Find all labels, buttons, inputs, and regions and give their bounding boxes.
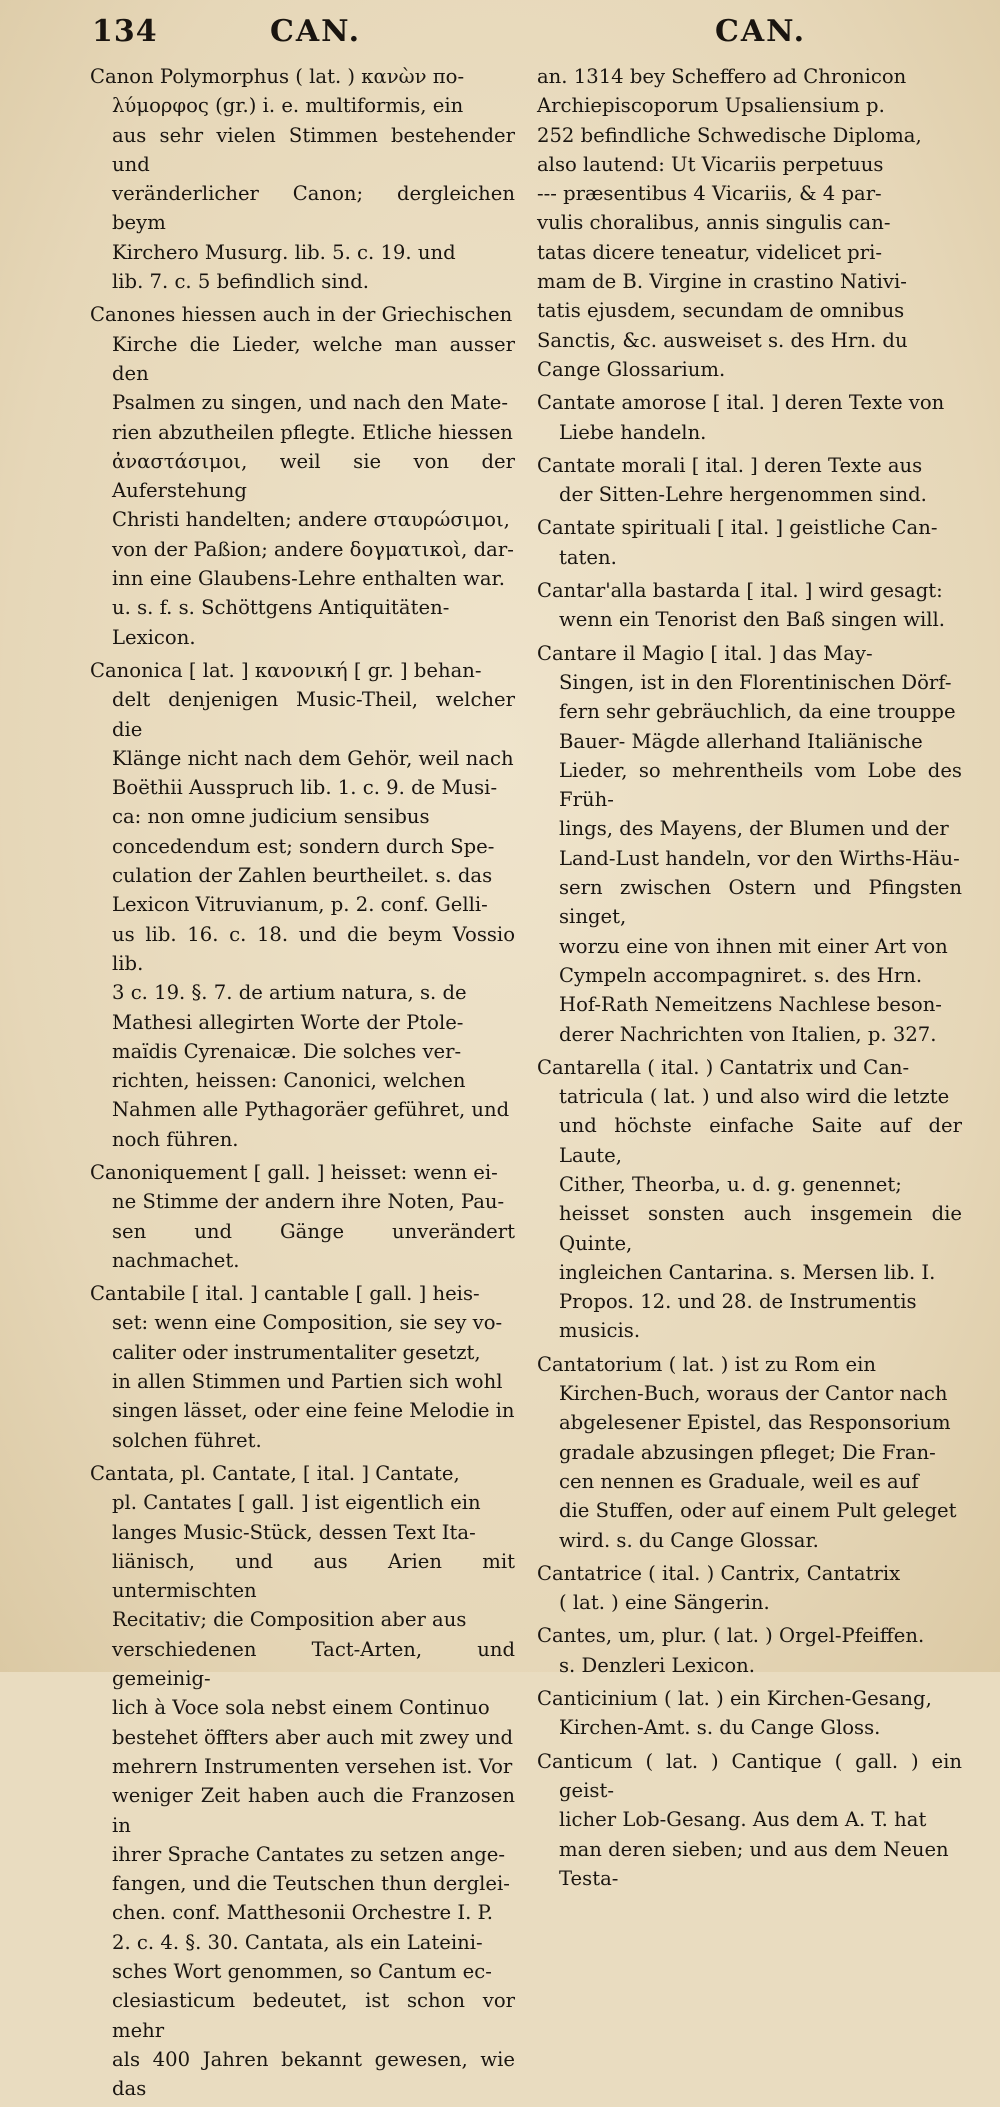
- dictionary-entry: Canonica [ lat. ] κανονική [ gr. ] behan- delt denjenigen Music-Theil, welcher die Klänge nicht nach dem Gehör, weil nach Boëthii Ausspruch lib. 1. c. 9. de Musi- ca: non omne judicium sensibus concedendum est; sondern durch Spe- culation der Zahlen beurtheilet. s. das Lexicon Vitruvianum, p. 2. conf. Gelli- us lib. 16. c. 18. und die beym Vossio lib. 3 c. 19. §. 7. de artium natura, s. de Mathesi allegirten Worte der Ptole- maïdis Cyrenaicæ. Die solches ver- richten, heissen: Canonici, welchen Nahmen alle Pythagoräer geführet, und noch führen.: [90, 658, 515, 1151]
- dictionary-entry: Canon Polymorphus ( lat. ) κανὼν πο- λύμορφος (gr.) i. e. multiformis, ein aus sehr vielen Stimmen bestehender und veränderlicher Canon; dergleichen beym Kirchero Musurg. lib. 5. c. 19. und lib. 7. c. 5 befindlich sind.: [90, 65, 515, 294]
- running-head-right: CAN.: [715, 14, 807, 49]
- dictionary-entry: Cantar'alla bastarda [ ital. ] wird gesagt: wenn ein Tenorist den Baß singen will.: [537, 579, 946, 632]
- dictionary-entry: Cantare il Magio [ ital. ] das May- Singen, ist in den Florentinischen Dörf- fern sehr gebräuchlich, da eine trouppe Bauer- Mägde allerhand Italiänische Lieder, so mehrentheils vom Lobe des Früh- lings, des Mayens, der Blumen und der Land-Lust handeln, vor den Wirths-Häu- sern zwischen Ostern und Pfingsten singet, worzu eine von ihnen mit einer Art von Cympeln accompagniret. s. des Hrn. Hof-Rath Nemeitzens Nachlese beson- derer Nachrichten von Italien, p. 327.: [537, 641, 962, 1046]
- dictionary-entry: Cantabile [ ital. ] cantable [ gall. ] heis- set: wenn eine Composition, sie sey vo- caliter oder instrumentaliter gesetzt, in allen Stimmen und Partien sich wohl singen lässet, oder eine feine Melodie in solchen führet.: [90, 1282, 515, 1452]
- running-header: [0, 10, 1000, 56]
- dictionary-entry: Canticinium ( lat. ) ein Kirchen-Gesang, Kirchen-Amt. s. du Cange Gloss.: [537, 1687, 932, 1740]
- dictionary-entry: Cantate spirituali [ ital. ] geistliche Can- taten.: [537, 516, 938, 569]
- dictionary-entry: Cantarella ( ital. ) Cantatrix und Can- tatricula ( lat. ) und also wird die letzte und höchste einfache Saite auf der Laute, Cither, Theorba, u. d. g. genennet; heisset sonsten auch insgemein die Quinte, ingleichen Cantarina. s. Mersen lib. I. Propos. 12. und 28. de Instrumentis musicis.: [537, 1055, 962, 1343]
- dictionary-entry: Cantatorium ( lat. ) ist zu Rom ein Kirchen-Buch, woraus der Cantor nach abgelesener Epistel, das Responsorium gradale abzusingen pfleget; Die Fran- cen nennen es Graduale, weil es auf die Stuffen, oder auf einem Pult geleget wird. s. du Cange Glossar.: [537, 1352, 957, 1552]
- page-number: 134: [92, 14, 158, 49]
- dictionary-entry: Cantatrice ( ital. ) Cantrix, Cantatrix ( lat. ) eine Sängerin.: [537, 1561, 901, 1615]
- dictionary-entry: Cantate amorose [ ital. ] deren Texte von Liebe handeln.: [537, 391, 945, 444]
- dictionary-entry: Cantata, pl. Cantate, [ ital. ] Cantate, pl. Cantates [ gall. ] ist eigentlich ein langes Music-Stück, dessen Text Ita- liänisch, und aus Arien mit untermischten Recitativ; die Composition aber aus verschiedenen Tact-Arten, und gemeinig- lich à Voce sola nebst einem Continuo bestehet öffters aber auch mit zwey und mehrern Instrumenten versehen ist. Vor weniger Zeit haben auch die Franzosen in ihrer Sprache Cantates zu setzen ange- fangen, und die Teutschen thun derglei- chen. conf. Matthesonii Orchestre I. P. 2. c. 4. §. 30. Cantata, als ein Lateini- sches Wort genommen, so Cantum ec- clesiasticum bedeutet, ist schon vor mehr als 400 Jahren bekannt gewesen, wie das: [90, 1461, 515, 2101]
- left-column: [90, 62, 515, 2107]
- dictionary-entry-continuation: an. 1314 bey Scheffero ad Chronicon Archiepiscoporum Upsaliensium p. 252 befindliche Schwedische Diploma, also lautend: Ut Vicariis perpetuus --- præsentibus 4 Vicariis, & 4 par- vulis choralibus, annis singulis can- tatas dicere teneatur, videlicet pri- mam de B. Virgine in crastino Nativi- tatis ejusdem, secundam de omnibus Sanctis, &c. ausweiset s. des Hrn. du Cange Glossarium.: [537, 65, 922, 381]
- dictionary-entry: Cantate morali [ ital. ] deren Texte aus der Sitten-Lehre hergenommen sind.: [537, 453, 927, 507]
- dictionary-entry: Cantes, um, plur. ( lat. ) Orgel-Pfeiffen. s. Denzleri Lexicon.: [537, 1624, 925, 1677]
- dictionary-entry: Canticum ( lat. ) Cantique ( gall. ) ein geist- licher Lob-Gesang. Aus dem A. T. hat man deren sieben; und aus dem Neuen Testa-: [537, 1749, 962, 1890]
- running-head-left: CAN.: [270, 14, 362, 49]
- dictionary-entry: Canoniquement [ gall. ] heisset: wenn ei- ne Stimme der andern ihre Noten, Pau- sen und Gänge unverändert nachmachet.: [90, 1160, 515, 1272]
- right-column: [537, 62, 962, 1897]
- dictionary-entry: Canones hiessen auch in der Griechischen Kirche die Lieder, welche man ausser den Psalmen zu singen, und nach den Mate- rien abzutheilen pflegte. Etliche hiessen ἀναστάσιμοι, weil sie von der Auferstehung Christi handelten; andere σταυρώσιμοι, von der Paßion; andere δογματικοὶ, dar- inn eine Glaubens-Lehre enthalten war. u. s. f. s. Schöttgens Antiquitäten- Lexicon.: [90, 303, 515, 649]
